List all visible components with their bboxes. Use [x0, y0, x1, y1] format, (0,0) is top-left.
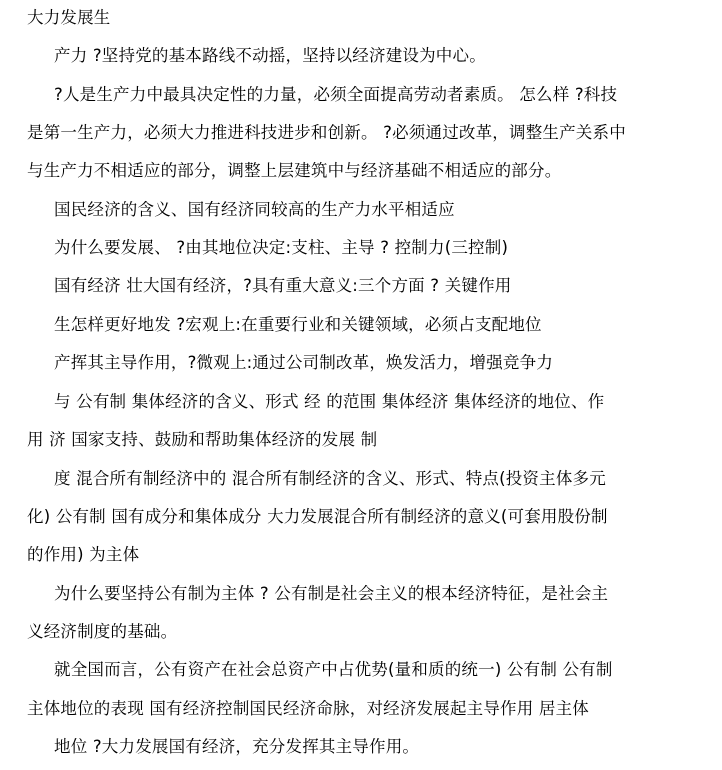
text-line-14: 化) 公有制 国有成分和集体成分 大力发展混合所有制经济的意义(可套用股份制 [27, 507, 608, 526]
text-line-17: 义经济制度的基础。 [27, 622, 178, 641]
text-line-8: 国有经济 壮大国有经济，?具有重大意义:三个方面 ? 关键作用 [54, 276, 512, 295]
text-line-12: 用 济 国家支持、鼓励和帮助集体经济的发展 制 [27, 430, 378, 449]
text-line-10: 产挥其主导作用，?微观上:通过公司制改革，焕发活力，增强竞争力 [54, 353, 554, 372]
text-line-15: 的作用) 为主体 [27, 545, 140, 564]
text-line-2: 产力 ?坚持党的基本路线不动摇，坚持以经济建设为中心。 [54, 46, 486, 65]
text-line-20: 地位 ?大力发展国有经济，充分发挥其主导作用。 [54, 737, 420, 756]
text-line-11: 与 公有制 集体经济的含义、形式 经 的范围 集体经济 集体经济的地位、作 [54, 392, 605, 411]
text-line-7: 为什么要发展、 ?由其地位决定:支柱、主导 ? 控制力(三控制) [54, 238, 509, 257]
text-line-4: 是第一生产力，必须大力推进科技进步和创新。 ?必须通过改革，调整生产关系中 [27, 123, 626, 142]
text-line-18: 就全国而言，公有资产在社会总资产中占优势(量和质的统一) 公有制 公有制 [54, 660, 613, 679]
text-line-19: 主体地位的表现 国有经济控制国民经济命脉，对经济发展起主导作用 居主体 [27, 699, 589, 718]
text-line-3: ?人是生产力中最具决定性的力量，必须全面提高劳动者素质。 怎么样 ?科技 [54, 85, 618, 104]
text-line-6: 国民经济的含义、国有经济同较高的生产力水平相适应 [54, 200, 455, 219]
text-line-5: 与生产力不相适应的部分，调整上层建筑中与经济基础不相适应的部分。 [27, 161, 562, 180]
text-line-13: 度 混合所有制经济中的 混合所有制经济的含义、形式、特点(投资主体多元 [54, 469, 606, 488]
text-line-1: 大力发展生 [27, 8, 111, 27]
text-line-9: 生怎样更好地发 ?宏观上:在重要行业和关键领域，必须占支配地位 [54, 315, 542, 334]
text-line-16: 为什么要坚持公有制为主体 ? 公有制是社会主义的根本经济特征，是社会主 [54, 584, 609, 603]
